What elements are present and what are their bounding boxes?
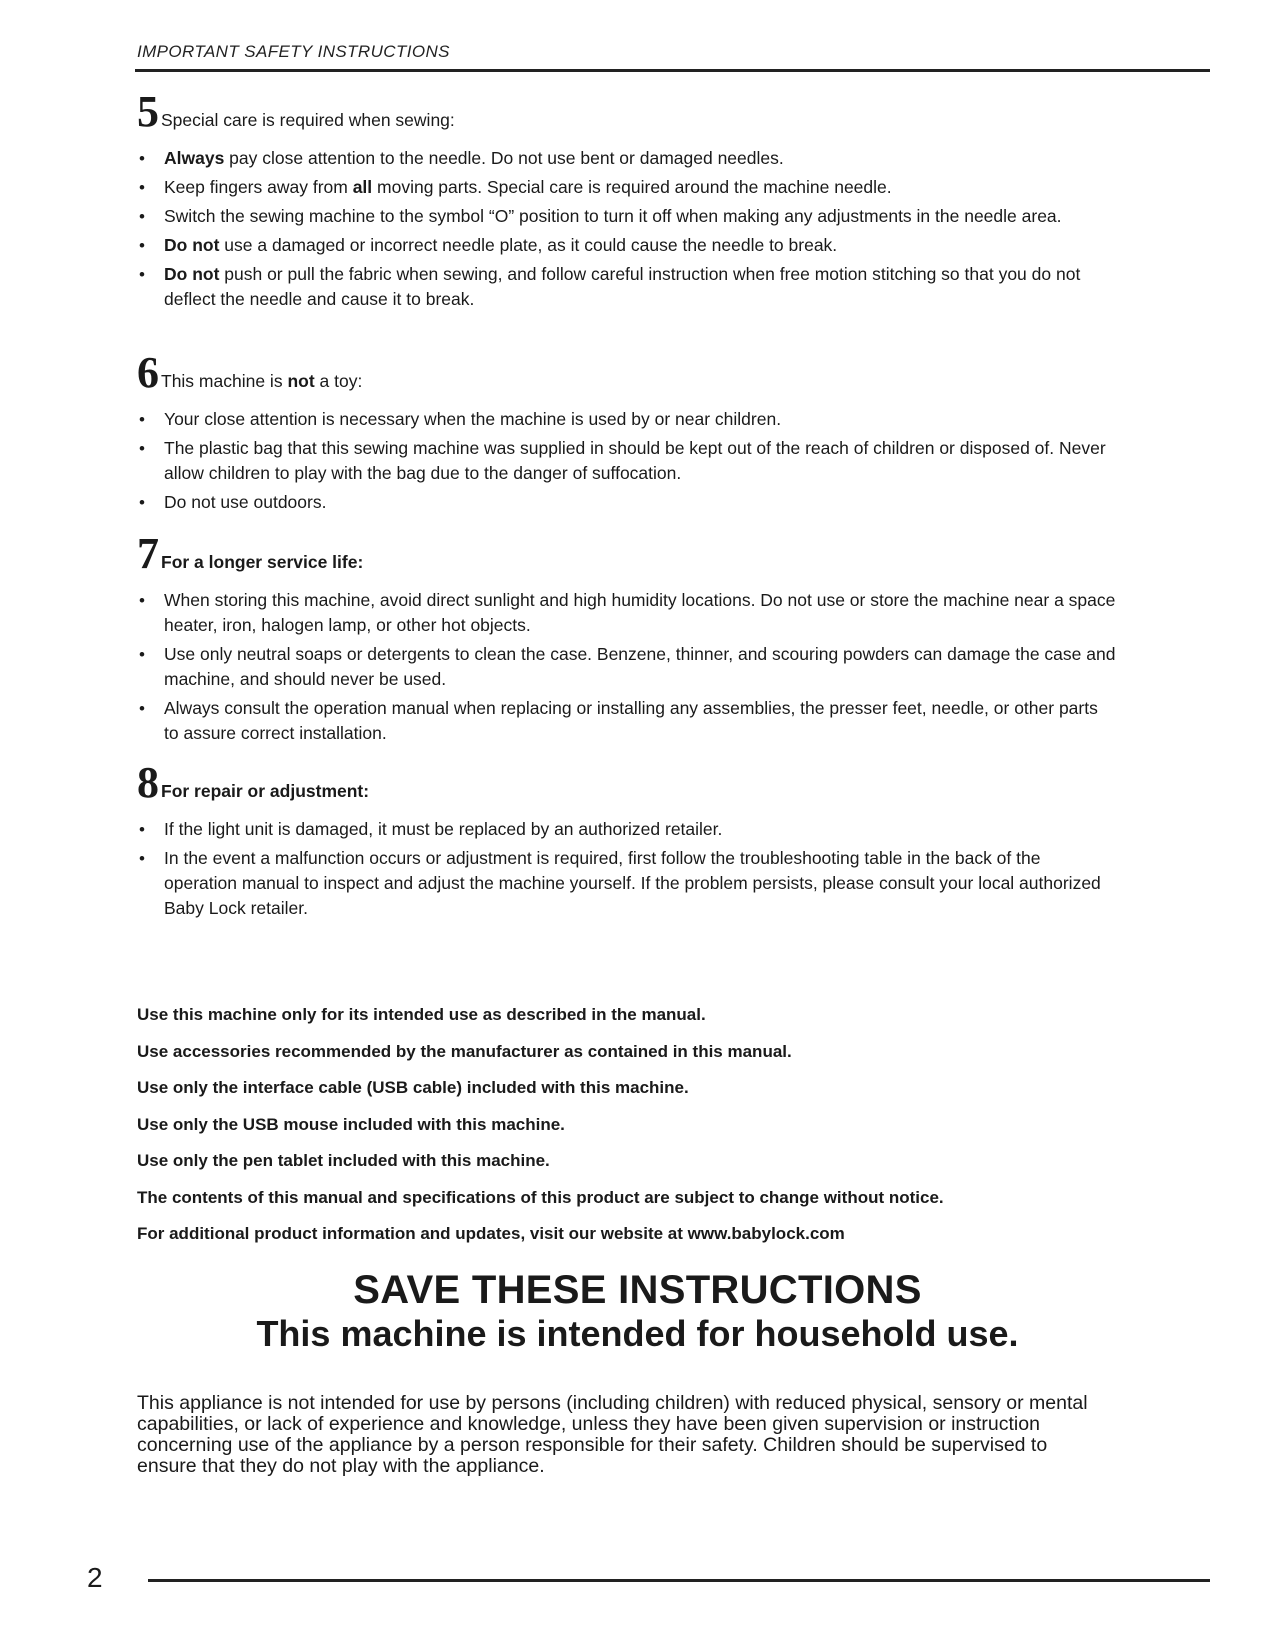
section-title: Special care is required when sewing: (161, 110, 455, 130)
item-lead: Always (164, 148, 225, 168)
item-text: Use only neutral soaps or detergents to clean the case. Benzene, thinner, and scouring powders can damage the case and machine, and should never be used. (164, 644, 1116, 689)
usage-note: Use accessories recommended by the manufacturer as contained in this manual. (137, 1041, 792, 1061)
item-text: push or pull the fabric when sewing, and follow careful instruction when free motion stitching so that you do not deflect the needle and cause it to break. (164, 264, 1081, 309)
item-text: When storing this machine, avoid direct sunlight and high humidity locations. Do not use or store the machine near a space heater, iron, halogen lamp, or other hot objects. (164, 590, 1116, 635)
section-number: 8 (137, 758, 158, 807)
title-emphasis: not (287, 371, 315, 391)
usage-notes (137, 1004, 1137, 1260)
list-item (137, 436, 1117, 486)
list-item (137, 817, 1117, 842)
item-text: moving parts. Special care is required around the machine needle. (372, 177, 892, 197)
bullet-list (137, 588, 1117, 746)
list-item (137, 175, 1117, 200)
bullet-list (137, 146, 1117, 312)
running-header: IMPORTANT SAFETY INSTRUCTIONS (137, 42, 450, 61)
section-7 (137, 529, 1117, 750)
usage-note: For additional product information and updates, visit our website at www.babylock.com (137, 1224, 845, 1243)
list-item (137, 262, 1117, 312)
bullet-list (137, 817, 1117, 921)
page-number: 2 (87, 1562, 103, 1593)
item-lead: Do not (164, 235, 220, 255)
item-text: pay close attention to the needle. Do not use bent or damaged needles. (224, 148, 784, 168)
item-text: Always consult the operation manual when replacing or installing any assemblies, the presser feet, needle, or other parts to assure correct installation. (164, 698, 1098, 743)
section-8 (137, 758, 1117, 925)
item-emphasis: all (352, 177, 373, 197)
list-item (137, 642, 1117, 692)
item-text: In the event a malfunction occurs or adjustment is required, first follow the troubleshooting table in the back of the operation manual to inspect and adjust the machine yourself. If the problem persists, please consult your local authorized Baby Lock retailer. (164, 848, 1101, 918)
item-text: Do not use outdoors. (164, 492, 327, 512)
section-number: 6 (137, 348, 158, 397)
save-instructions-block (0, 1268, 1275, 1356)
list-item (137, 846, 1117, 921)
section-5 (137, 87, 1117, 316)
header-rule (135, 69, 1210, 72)
usage-note: Use only the USB mouse included with this machine. (137, 1114, 565, 1134)
list-item (137, 233, 1117, 258)
usage-note: The contents of this manual and specifications of this product are subject to change without notice. (137, 1187, 944, 1207)
title-text: a toy: (314, 371, 363, 391)
list-item (137, 204, 1117, 229)
list-item (137, 588, 1117, 638)
footer-rule (148, 1579, 1210, 1582)
disclaimer-paragraph: This appliance is not intended for use by persons (including children) with reduced physical, sensory or mental capabilities, or lack of experience and knowledge, unless they have been given supervision or instruction concerning use of the appliance by a person responsible for their safety. Children should be supervised to ensure that they do not play with the appliance. (137, 1392, 1088, 1477)
item-text: Your close attention is necessary when the machine is used by or near children. (164, 409, 782, 429)
section-heading (137, 87, 1117, 136)
section-heading (137, 348, 1117, 397)
usage-note: Use this machine only for its intended use as described in the manual. (137, 1005, 706, 1024)
usage-note: Use only the interface cable (USB cable) included with this machine. (137, 1078, 689, 1097)
title-text: This machine is (161, 371, 288, 391)
item-lead: Do not (164, 264, 220, 284)
item-text: Switch the sewing machine to the symbol “O” position to turn it off when making any adjustments in the needle area. (164, 206, 1062, 226)
item-text: Keep fingers away from (164, 177, 353, 197)
list-item (137, 490, 1117, 515)
item-text: use a damaged or incorrect needle plate, as it could cause the needle to break. (219, 235, 838, 255)
section-heading (137, 529, 1117, 578)
section-title: For a longer service life: (161, 552, 364, 572)
household-use-notice: This machine is intended for household use. (256, 1313, 1019, 1354)
save-title: SAVE THESE INSTRUCTIONS (353, 1268, 922, 1312)
list-item (137, 146, 1117, 171)
section-heading (137, 758, 1117, 807)
section-title: For repair or adjustment: (161, 781, 370, 801)
section-number: 5 (137, 87, 158, 136)
section-title (161, 371, 362, 392)
item-text: If the light unit is damaged, it must be replaced by an authorized retailer. (164, 819, 723, 839)
bullet-list (137, 407, 1117, 515)
section-number: 7 (137, 529, 158, 578)
list-item (137, 696, 1117, 746)
section-6 (137, 348, 1117, 519)
list-item (137, 407, 1117, 432)
usage-note: Use only the pen tablet included with this machine. (137, 1151, 550, 1170)
item-text: The plastic bag that this sewing machine was supplied in should be kept out of the reach of children or disposed of. Never allow children to play with the bag due to the danger of suffocation. (164, 438, 1106, 483)
